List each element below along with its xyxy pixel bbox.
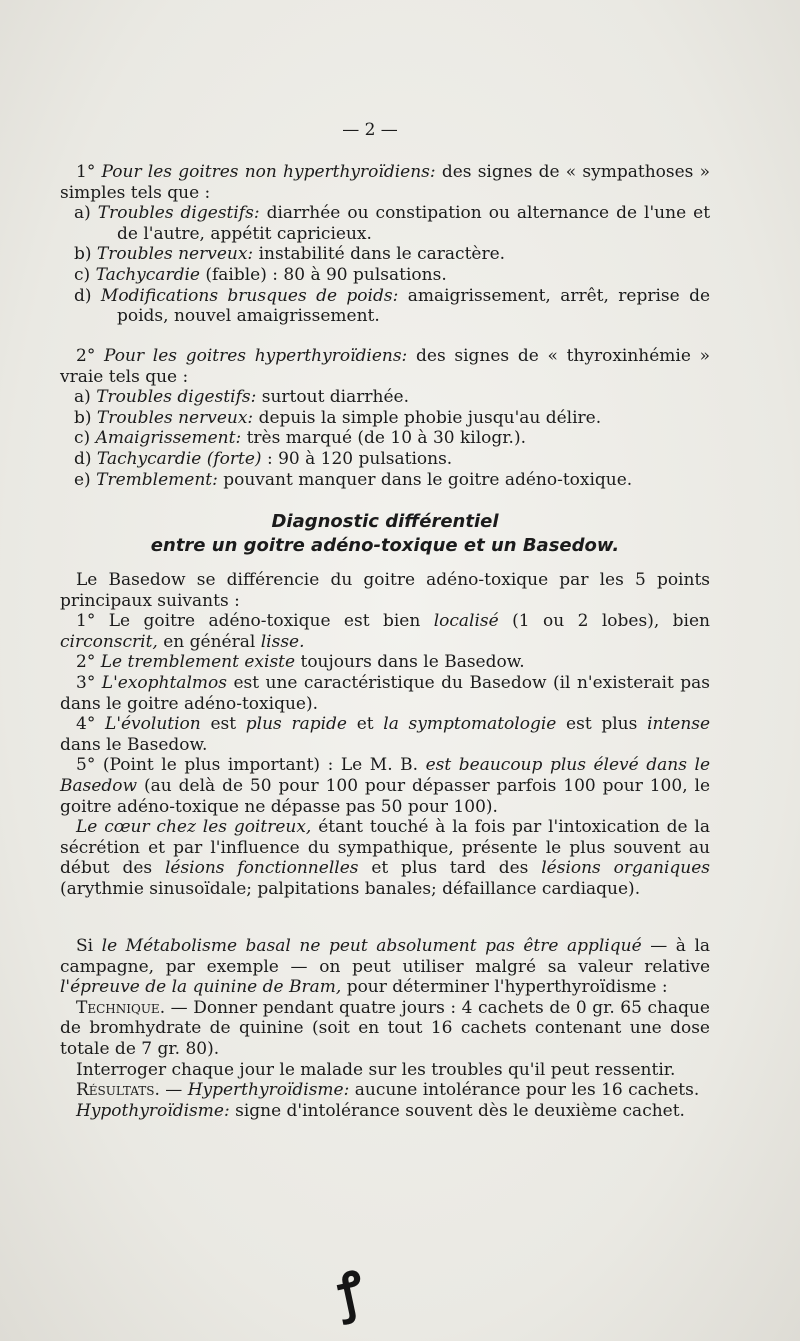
technique-text: — Donner pendant quatre jours : 4 cachets de 0 gr. 65 chaque de bromhydrate de quinine (soit en tout 16 cachets contenant une dose totale de 7 gr. 80). — [60, 997, 710, 1059]
item-text: surtout diarrhée. — [261, 387, 409, 408]
list-item — [60, 449, 710, 470]
list-item — [60, 408, 710, 429]
section2-intro-text: des signes de « thyroxinhémie » vraie tels que : — [60, 346, 711, 387]
diff-intro: Le Basedow se différencie du goitre adéno-toxique par les 5 points principaux suivants : — [60, 570, 710, 611]
item-title: Troubles digestifs: — [97, 203, 260, 224]
resultats-dash: — — [165, 1080, 183, 1101]
section1-title: Pour les goitres non hyperthyroïdiens: — [101, 162, 436, 182]
coeur-emphasis: lésions fonctionnelles — [164, 858, 359, 879]
section-quinine — [60, 936, 710, 1121]
point-emphasis: est beaucoup plus élevé dans le Basedow — [60, 755, 711, 796]
item-text: amaigrissement, arrêt, reprise de poids, nouvel amaigrissement. — [117, 285, 711, 327]
diff-point-2 — [60, 652, 710, 673]
point-text: toujours dans le Basedow. — [300, 652, 525, 673]
quinine-emphasis: le Métabolisme basal ne peut absolument pas être appliqué — [101, 936, 642, 956]
point-emphasis: la symptomatologie — [383, 714, 557, 735]
section-hyperthyroid — [60, 346, 710, 490]
section1-intro-text: des signes de « sympathoses » simples tels que : — [60, 162, 710, 203]
hypo-title: Hypothyroïdisme: — [76, 1100, 230, 1121]
point-number: 4° — [76, 714, 96, 735]
coeur-text: (arythmie sinusoïdale; palpitations banales; défaillance cardiaque). — [60, 878, 641, 899]
section1-intro — [60, 162, 710, 203]
heading-line-1: Diagnostic différentiel — [271, 511, 499, 532]
point-emphasis: L'exophtalmos — [101, 672, 227, 693]
item-text: instabilité dans le caractère. — [258, 244, 506, 265]
point-number: 3° — [76, 672, 96, 693]
item-letter: c) — [74, 264, 91, 285]
item-title: Troubles nerveux: — [96, 244, 254, 265]
handwritten-mark: ꝭ — [332, 1260, 370, 1325]
point-text: (1 ou 2 lobes), bien — [512, 611, 710, 632]
point-number: 1° — [76, 611, 96, 632]
item-letter: a) — [74, 387, 91, 408]
point-text: est plus — [566, 714, 638, 735]
point-text: en général — [163, 631, 256, 652]
item-letter: a) — [74, 203, 91, 224]
item-letter: b) — [74, 244, 92, 265]
item-title: Tachycardie — [95, 264, 200, 285]
diff-coeur — [60, 817, 710, 899]
diff-point-1 — [60, 611, 710, 652]
list-item — [60, 428, 710, 449]
section-differential — [60, 570, 710, 900]
list-item — [60, 203, 710, 244]
heading-line-2: entre un goitre adéno-toxique et un Basedow. — [150, 535, 620, 556]
hypo-paragraph — [60, 1101, 710, 1122]
item-title: Troubles nerveux: — [96, 407, 254, 428]
item-letter: e) — [74, 469, 91, 490]
point-emphasis: intense — [647, 714, 711, 735]
section-non-hyperthyroid — [60, 162, 710, 327]
point-number: 2° — [76, 652, 96, 673]
item-text: pouvant manquer dans le goitre adéno-toxique. — [223, 469, 633, 490]
diff-point-4 — [60, 714, 710, 755]
item-text: très marqué (de 10 à 30 kilogr.). — [246, 428, 526, 449]
point-text: (au delà de 50 pour 100 pour dépasser parfois 100 pour 100, le goitre adéno-toxique ne dépasse pas 50 pour 100). — [60, 775, 711, 817]
section-heading — [60, 510, 710, 558]
section2-number: 2° — [76, 346, 96, 366]
list-item — [60, 286, 710, 327]
resultats-paragraph — [60, 1080, 710, 1101]
item-title: Troubles digestifs: — [96, 387, 257, 408]
hypo-text: signe d'intolérance souvent dès le deuxième cachet. — [235, 1100, 685, 1121]
quinine-text: pour déterminer l'hyperthyroïdisme : — [346, 977, 668, 998]
point-text: dans le Basedow. — [60, 734, 208, 755]
section2-intro — [60, 346, 710, 387]
item-letter: d) — [74, 285, 92, 306]
hyper-text: aucune intolérance pour les 16 cachets. — [354, 1080, 700, 1101]
coeur-text: étant touché à la fois par l'intoxication de la sécrétion et par l'influence du sympathique, présente le plus souvent au début des — [60, 817, 711, 879]
list-item — [60, 244, 710, 265]
quinine-text: Si — [76, 936, 94, 956]
item-title: Tremblement: — [96, 469, 218, 490]
point-text: Le goitre adéno-toxique est bien — [108, 611, 421, 632]
point-number: 5° — [76, 755, 96, 776]
section1-number: 1° — [76, 162, 96, 182]
point-emphasis: Le tremblement existe — [100, 652, 296, 673]
point-emphasis: lisse. — [260, 631, 305, 652]
interroger-paragraph: Interroger chaque jour le malade sur les troubles qu'il peut ressentir. — [76, 1059, 676, 1080]
list-item — [60, 387, 710, 408]
list-item — [60, 265, 710, 286]
technique-label: Technique. — [76, 997, 166, 1018]
point-emphasis: plus rapide — [245, 714, 347, 735]
list-item — [60, 470, 710, 491]
quinine-intro — [60, 936, 710, 998]
section2-title: Pour les goitres hyperthyroïdiens: — [104, 346, 408, 366]
coeur-text: et plus tard des — [371, 858, 529, 879]
resultats-label: Résultats. — [76, 1080, 160, 1101]
item-text: depuis la simple phobie jusqu'au délire. — [258, 407, 602, 428]
diff-point-3 — [60, 673, 710, 714]
point-emphasis: circonscrit, — [60, 631, 158, 652]
diff-point-5 — [60, 755, 710, 817]
quinine-text: — à la campagne, par exemple — on peut utiliser malgré sa valeur relative — [60, 936, 711, 977]
item-letter: c) — [74, 428, 91, 449]
item-text: diarrhée ou constipation ou alternance de l'une et de l'autre, appétit capricieux. — [117, 203, 711, 244]
quinine-emphasis: l'épreuve de la quinine de Bram, — [60, 977, 342, 998]
item-text: : 90 à 120 pulsations. — [266, 448, 453, 469]
page-number: — 2 — — [342, 120, 398, 140]
point-text: et — [356, 714, 374, 735]
item-title: Amaigrissement: — [95, 428, 242, 449]
item-title: Tachycardie (forte) — [96, 448, 262, 469]
coeur-emphasis: lésions organiques — [541, 858, 711, 879]
hyper-title: Hyperthyroïdisme: — [187, 1080, 350, 1101]
technique-paragraph — [60, 998, 710, 1060]
point-emphasis: L'évolution — [105, 714, 201, 735]
point-text: (Point le plus important) : Le M. B. — [102, 755, 419, 776]
item-letter: d) — [74, 448, 92, 469]
point-text: est une caractéristique du Basedow (il n'existerait pas dans le goitre adéno-toxique). — [60, 672, 711, 714]
item-title: Modifications brusques de poids: — [100, 285, 399, 306]
item-letter: b) — [74, 407, 92, 428]
point-text: est — [210, 714, 237, 735]
coeur-emphasis: Le cœur chez les goitreux, — [76, 817, 312, 838]
point-emphasis: localisé — [433, 611, 499, 632]
item-text: (faible) : 80 à 90 pulsations. — [205, 264, 447, 285]
